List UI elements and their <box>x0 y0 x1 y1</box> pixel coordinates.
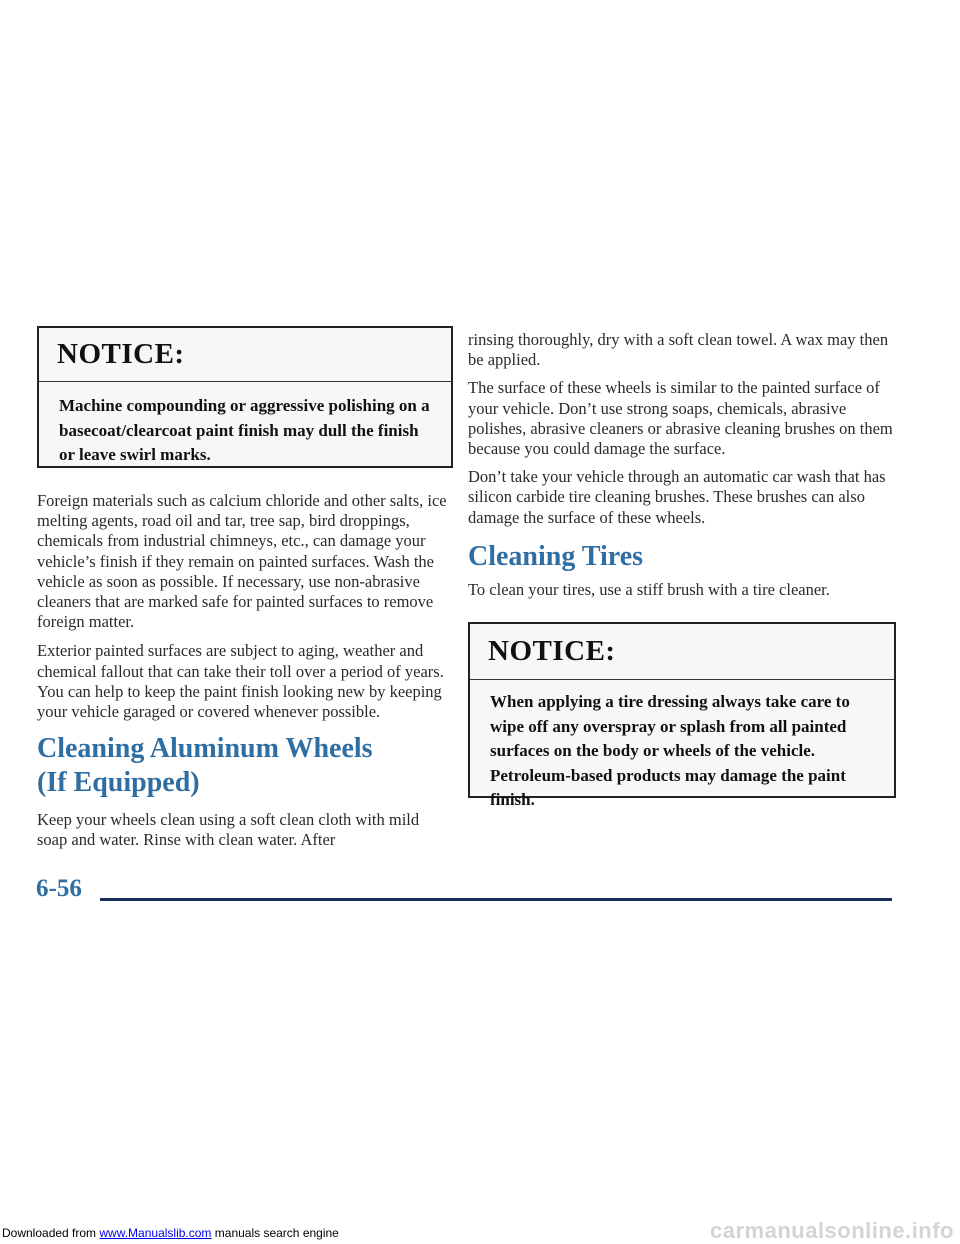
paragraph-wheel-surface: The surface of these wheels is similar to the painted surface of your vehicle. Don’t use strong soaps, chemicals, abrasive polishes, abrasive cleaners or abrasive cleaning brushes on them because you could damage the surface. <box>468 378 893 459</box>
notice-heading: NOTICE: <box>39 328 451 382</box>
watermark: carmanualsonline.info <box>710 1218 954 1243</box>
notice-text: Machine compounding or aggressive polishing on a basecoat/clearcoat paint finish may dull the finish or leave swirl marks. <box>59 396 430 464</box>
download-source-line <box>2 1226 339 1240</box>
page-number: 6-56 <box>36 875 82 902</box>
paragraph-rinsing: rinsing thoroughly, dry with a soft clean towel. A wax may then be applied. <box>468 330 889 370</box>
heading-line-1: Cleaning Aluminum Wheels <box>37 733 373 765</box>
download-prefix: Downloaded from <box>2 1226 100 1240</box>
paragraph-keep-wheels-clean: Keep your wheels clean using a soft clean cloth with mild soap and water. Rinse with clean water. After <box>37 810 420 850</box>
manualslib-link[interactable]: www.Manualslib.com <box>99 1226 212 1240</box>
paragraph-car-wash: Don’t take your vehicle through an automatic car wash that has silicon carbide tire cleaning brushes. These brushes can also damage the surface of these wheels. <box>468 467 886 527</box>
paragraph-exterior-surfaces: Exterior painted surfaces are subject to aging, weather and chemical fallout that can take their toll over a period of years. You can help to keep the paint finish looking new by keeping your vehicle garaged or covered whenever possible. <box>37 641 444 722</box>
heading-cleaning-aluminum-wheels <box>37 732 453 800</box>
left-column <box>37 326 453 851</box>
notice-box-paint <box>37 326 453 468</box>
download-suffix: manuals search engine <box>211 1226 339 1240</box>
right-column <box>468 330 898 810</box>
paragraph-clean-tires: To clean your tires, use a stiff brush with a tire cleaner. <box>468 579 830 599</box>
notice-heading: NOTICE: <box>470 624 894 680</box>
heading-cleaning-tires: Cleaning Tires <box>468 540 644 572</box>
paragraph-foreign-materials: Foreign materials such as calcium chloride and other salts, ice melting agents, road oil and tar, tree sap, bird droppings, chemicals from industrial chimneys, etc., can damage your vehicle’s finish if they remain on painted surfaces. Wash the vehicle as soon as possible. If necessary, use non-abrasive cleaners that are marked safe for painted surfaces to remove foreign matter. <box>37 491 447 632</box>
notice-box-tire-dressing <box>468 622 896 810</box>
footer-rule <box>100 898 892 901</box>
heading-line-2: (If Equipped) <box>37 767 200 799</box>
notice-text: When applying a tire dressing always take care to wipe off any overspray or splash from all painted surfaces on the body or wheels of the vehicle. Petroleum-based products may damage the paint finish. <box>490 692 850 810</box>
